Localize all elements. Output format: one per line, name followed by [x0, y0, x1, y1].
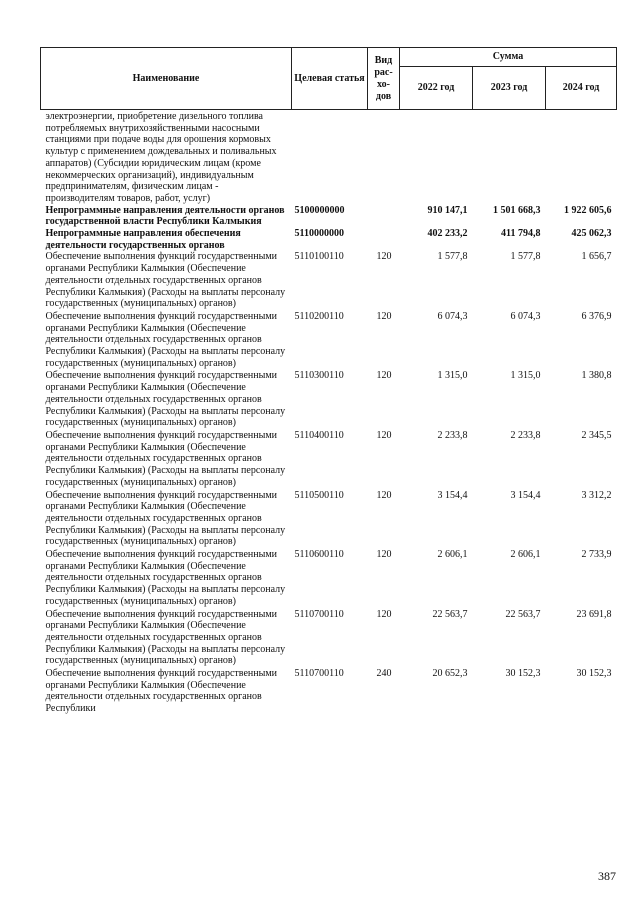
row-2022: 20 652,3	[432, 668, 468, 680]
row-vid: 120	[376, 429, 392, 441]
row-vid: 120	[376, 251, 392, 263]
row-2023: 2 606,1	[510, 549, 541, 561]
row-2024: 2 733,9	[581, 549, 612, 561]
row-name: Обеспечение выполнения функций государственными органами Республики Калмыкия (Обеспечение деятельности отдельных государственных органов Республики Калмыкия) (Расходы на выплаты персоналу государственных (муниципальных) органов)	[45, 251, 286, 310]
row-name: электроэнергии, приобретение дизельного топлива потребляемых внутрихозяйственными насосными станциями при подаче воды для орошения кормовых культур с применением дождевальных и поливальных аппаратов) (Субсидии юридическим лицам (кроме некоммерческих организаций), индивидуальным предпринимателям, физическим лицам - производителям товаров, работ, услуг)	[45, 111, 277, 204]
row-2022: 1 577,8	[437, 251, 468, 263]
row-2022: 1 315,0	[437, 370, 468, 382]
table-body	[41, 110, 617, 716]
row-2024	[546, 110, 617, 205]
table-row	[41, 251, 617, 311]
table-row	[41, 490, 617, 550]
row-name: Обеспечение выполнения функций государственными органами Республики Калмыкия (Обеспечение деятельности отдельных государственных органов Республики Калмыкия) (Расходы на выплаты персоналу государственных (муниципальных) органов)	[45, 549, 286, 607]
row-2024: 6 376,9	[581, 310, 612, 322]
row-code: 5110500110	[294, 489, 344, 501]
row-2024: 1 922 605,6	[564, 204, 612, 216]
row-2022: 6 074,3	[437, 310, 468, 322]
row-2022	[400, 110, 473, 205]
row-code: 5110300110	[294, 370, 344, 382]
row-vid	[368, 205, 400, 228]
row-2023: 1 315,0	[510, 370, 541, 382]
table-header	[41, 48, 617, 110]
header-year-2024: 2024 год	[546, 67, 617, 110]
table-row	[41, 311, 617, 371]
row-vid	[368, 228, 400, 251]
row-2023: 1 577,8	[510, 251, 541, 263]
row-vid: 120	[376, 549, 392, 561]
row-2023	[473, 110, 546, 205]
table-row	[41, 668, 617, 716]
row-2022: 22 563,7	[432, 608, 468, 620]
row-code: 5110700110	[294, 608, 344, 620]
row-2023: 2 233,8	[510, 429, 541, 441]
row-2024: 1 380,8	[581, 370, 612, 382]
row-2023: 30 152,3	[505, 668, 541, 680]
row-code: 5110600110	[294, 549, 344, 561]
row-code: 5110200110	[294, 310, 344, 322]
row-2023: 22 563,7	[505, 608, 541, 620]
row-2022: 3 154,4	[437, 489, 468, 501]
header-name: Наименование	[41, 48, 292, 110]
row-name: Непрограммные направления деятельности органов государственной власти Республики Калмыкия	[45, 204, 285, 228]
row-2023: 1 501 668,3	[493, 204, 541, 216]
budget-table	[40, 47, 617, 716]
table-row	[41, 549, 617, 609]
row-vid: 240	[376, 668, 392, 680]
row-2023: 6 074,3	[510, 310, 541, 322]
table-row	[41, 205, 617, 228]
row-vid: 120	[376, 370, 392, 382]
row-name: Непрограммные направления обеспечения деятельности государственных органов	[45, 228, 241, 251]
row-code: 5100000000	[294, 204, 345, 216]
row-code: 5110400110	[294, 429, 344, 441]
header-vid: Вид рас-хо-дов	[368, 48, 400, 110]
header-sum: Сумма	[400, 48, 617, 67]
row-vid: 120	[376, 310, 392, 322]
row-2024: 30 152,3	[576, 668, 612, 680]
row-name: Обеспечение выполнения функций государственными органами Республики Калмыкия (Обеспечение деятельности отдельных государственных органов Республики Калмыкия) (Расходы на выплаты персоналу государственных (муниципальных) органов)	[45, 310, 286, 369]
row-2024: 3 312,2	[581, 489, 612, 501]
row-name: Обеспечение выполнения функций государственными органами Республики Калмыкия (Обеспечение деятельности отдельных государственных органов Республики Калмыкия) (Расходы на выплаты персоналу государственных (муниципальных) органов)	[45, 489, 286, 548]
table-row	[41, 110, 617, 205]
table-row	[41, 228, 617, 251]
row-code: 5110000000	[294, 228, 344, 240]
table-row	[41, 609, 617, 669]
row-code: 5110700110	[294, 668, 344, 680]
row-2024: 1 656,7	[581, 251, 612, 263]
row-name: Обеспечение выполнения функций государственными органами Республики Калмыкия (Обеспечение деятельности отдельных государственных органов Республики	[45, 668, 278, 715]
row-2024: 23 691,8	[576, 608, 612, 620]
row-2022: 2 233,8	[437, 429, 468, 441]
row-name: Обеспечение выполнения функций государственными органами Республики Калмыкия (Обеспечение деятельности отдельных государственных органов Республики Калмыкия) (Расходы на выплаты персоналу государственных (муниципальных) органов)	[45, 429, 286, 488]
table-row	[41, 370, 617, 430]
row-vid	[368, 110, 400, 205]
header-year-2022: 2022 год	[400, 67, 473, 110]
row-name: Обеспечение выполнения функций государственными органами Республики Калмыкия (Обеспечение деятельности отдельных государственных органов Республики Калмыкия) (Расходы на выплаты персоналу государственных (муниципальных) органов)	[45, 608, 286, 667]
row-vid: 120	[376, 489, 392, 501]
row-code	[292, 110, 368, 205]
row-vid: 120	[376, 608, 392, 620]
row-2022: 910 147,1	[427, 204, 468, 216]
row-2022: 402 233,2	[427, 228, 468, 240]
header-year-2023: 2023 год	[473, 67, 546, 110]
table-row	[41, 430, 617, 490]
row-code: 5110100110	[294, 251, 344, 263]
header-code: Целевая статья	[292, 48, 368, 110]
row-2023: 3 154,4	[510, 489, 541, 501]
row-2024: 2 345,5	[581, 429, 612, 441]
row-name: Обеспечение выполнения функций государственными органами Республики Калмыкия (Обеспечение деятельности отдельных государственных органов Республики Калмыкия) (Расходы на выплаты персоналу государственных (муниципальных) органов)	[45, 370, 286, 429]
page-number: 387	[598, 869, 616, 883]
row-2022: 2 606,1	[437, 549, 468, 561]
row-2023: 411 794,8	[501, 228, 541, 240]
row-2024: 425 062,3	[571, 228, 612, 240]
